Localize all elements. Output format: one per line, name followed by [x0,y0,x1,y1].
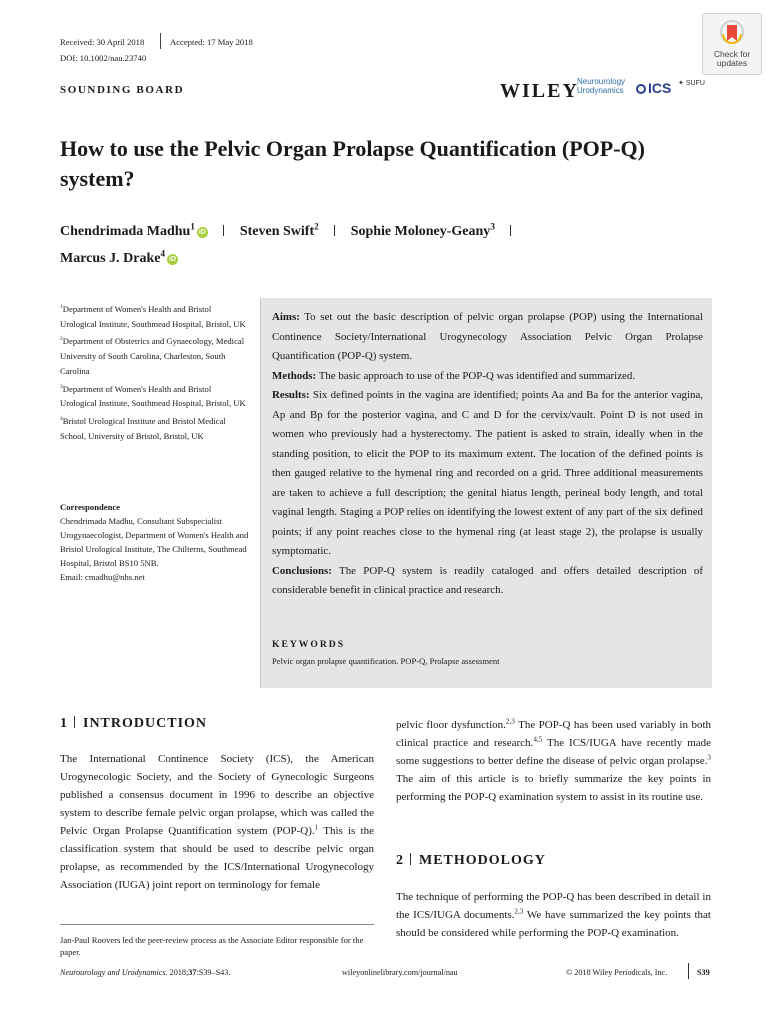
correspondence-body: Chendrimada Madhu, Consultant Subspecialist Urogynaecologist, Department of Women's Health and Bristol Urological Institute, The Chilterns, Southmead Hospital, Bristol BS10 5NB. [60,516,249,569]
citation-ref[interactable]: 2,3 [514,907,524,916]
affiliation-item [60,334,250,378]
body-text: The ICS/IUGA have recently made some suggestions to better define the disease of pelvic organ prolapse. [396,737,711,767]
section-number: 2 [396,853,404,868]
author-affiliation-marker: 2 [314,221,319,232]
affiliation-marker: 1 [60,304,63,311]
affiliation-item [60,382,250,411]
affiliation-text: Department of Women's Health and Bristol Urological Institute, Southmead Hospital, Bristol, UK [60,304,246,329]
page-number: S39 [697,968,710,977]
aims-text: To set out the basic description of pelvic organ prolapse (POP) using the International Continence Society/International Urogynecology Association Pelvic Organ Prolapse Quantification (POP-Q) system. [272,311,703,362]
affiliation-item [60,414,250,443]
abstract-text [272,308,703,601]
correspondence-heading: Correspondence [60,502,120,512]
affiliation-text: Bristol Urological Institute and Bristol Medical School, University of Bristol, Bristol, UK [60,415,226,441]
footer-year: 2018; [167,968,189,977]
citation-ref[interactable]: 3 [707,753,711,762]
introduction-paragraph [60,750,374,894]
section-label: SOUNDING BOARD [60,84,185,96]
section-heading-divider [410,853,411,865]
ics-logo [636,80,671,96]
section-number: 1 [60,716,68,731]
footnote: Jan-Paul Roovers led the peer-review process as the Associate Editor responsible for the paper. [60,935,364,957]
affiliation-marker: 3 [60,383,63,390]
article-title-line1: How to use the Pelvic Organ Prolapse Quantification (POP-Q) [60,136,645,161]
section-heading-divider [74,716,75,728]
abstract-box [260,298,712,688]
conclusions-label: Conclusions: [272,564,332,577]
body-text: This is the classification system that should be used to describe pelvic organ prolapse, as recommended by the ICS/International Urogynecology Association (IUGA) joint report on terminology for female [60,825,374,891]
author-separator [334,225,335,236]
author-name[interactable]: Marcus J. Drake [60,251,161,266]
author-separator [510,225,511,236]
ics-ring-icon [636,84,646,94]
footer-copyright: © 2018 Wiley Periodicals, Inc. [566,968,668,977]
author-affiliation-marker: 3 [490,221,495,232]
sufu-logo [678,80,705,88]
author-list-cont [60,248,178,267]
footer-citation [60,968,230,977]
article-title-line2: system? [60,166,135,191]
article-title [60,134,720,194]
citation-ref[interactable]: 2,3 [505,717,515,726]
header-divider [160,33,161,49]
body-text: pelvic floor dysfunction. [396,719,506,731]
introduction-paragraph-cont [396,716,711,806]
section-heading-introduction [60,716,207,732]
section-title: METHODOLOGY [419,853,546,868]
author-name[interactable]: Steven Swift [239,224,315,239]
affiliation-text: Department of Women's Health and Bristol Urological Institute, Southmead Hospital, Bristol, UK [60,383,246,409]
affiliation-marker: 2 [60,336,63,343]
footer-journal-name: Neurourology and Urodynamics. [60,968,168,977]
sufu-bird-icon: ✦ [678,80,684,87]
keywords-list: Pelvic organ prolapse quantification. POP-Q, Prolapse assessment [272,656,500,666]
methods-label: Methods: [272,369,317,382]
sufu-logo-text: SUFU [685,80,705,87]
wiley-logo: WILEY [500,80,579,102]
affiliation-text: Department of Obstetrics and Gynaecology, Medical University of South Carolina, Charleston, South Carolina [60,336,245,376]
footer-volume: 37 [188,968,197,977]
methodology-paragraph [396,888,711,942]
footer-url[interactable]: wileyonlinelibrary.com/journal/nau [342,968,458,977]
journal-logo-line1: Neurourology [577,77,626,86]
accepted-date: Accepted: 17 May 2018 [170,37,253,47]
methods-text: The basic approach to use of the POP-Q was identified and summarized. [318,369,636,382]
author-separator [223,225,224,236]
body-text: The POP-Q has been used variably in both clinical practice and research. [396,719,711,749]
body-text: The technique of performing the POP-Q has been described in detail in the ICS/IUGA documents. [396,891,711,921]
results-label: Results: [272,389,310,401]
body-text: The aim of this article is to briefly summarize the key points in performing the POP-Q examination system to assist in its routine use. [396,773,711,803]
author-name[interactable]: Chendrimada Madhu [60,224,191,239]
check-for-updates-button[interactable] [702,13,762,75]
correspondence-email[interactable]: Email: cmadhu@nhs.net [60,572,145,583]
journal-logo-line2: Urodynamics [577,86,624,95]
bookmark-ribbon-icon [720,20,744,48]
orcid-icon[interactable]: iD [198,229,206,236]
section-heading-methodology [396,853,546,869]
affiliation-marker: 4 [60,416,63,423]
affiliation-item [60,302,250,331]
check-updates-label-1: Check for [713,49,751,59]
citation-ref[interactable]: 1 [314,823,319,832]
author-name[interactable]: Sophie Moloney-Geany [350,224,491,239]
results-text: Six defined points in the vagina are identified; points Aa and Ba for the anterior vagina, Ap and Bp for the posterior vagina, and C and D for the cervix/vault. Point D is not used in women who previously had a hysterectomy. The patient is asked to strain, ideally when in the standing position, to elicit the POP to its maximum extent. The location of the defined points is then gauged relative to the hymenal ring and recorded on a grid. Three additional measurements are taken to achieve a full description; the genital hiatus length, perineal body length, and total vaginal length. Staging a POP relies on identifying the lowest extent of any part of the six defined points; if any point reaches close to the hymenal ring (at least stage 2), the prolapse is usually symptomatic. [272,389,703,557]
footnote-divider [60,924,374,925]
author-list [60,221,523,240]
doi[interactable]: DOI: 10.1002/nau.23740 [60,53,147,63]
keywords-heading: KEYWORDS [272,639,346,650]
footer-pages: :S39–S43. [196,968,231,977]
section-title: INTRODUCTION [83,716,208,731]
conclusions-text: The POP-Q system is readily cataloged and offers detailed description of considerable benefit in clinical practice and research. [272,564,703,596]
journal-logo [577,77,625,95]
received-date: Received: 30 April 2018 [60,37,145,47]
author-affiliation-marker: 4 [160,248,165,259]
citation-ref[interactable]: 4,5 [533,735,543,744]
affiliations [60,302,250,446]
check-updates-label-2: updates [716,58,748,68]
footer-divider [688,963,689,979]
author-affiliation-marker: 1 [190,221,195,232]
body-text: The International Continence Society (ICS), the American Urogynecologic Society, and the Society of Gynecologic Surgeons published a consensus document in 1996 to describe an objective system to describe female pelvic organ prolapse, which was called the Pelvic Organ Prolapse Quantification system (POP-Q). [60,753,374,837]
correspondence [60,500,250,585]
ics-logo-text: ICS [648,80,672,96]
body-text: We have summarized the key points that should be considered while performing the POP-Q examination. [396,909,711,939]
aims-label: Aims: [272,311,300,323]
orcid-icon[interactable]: iD [169,256,176,263]
